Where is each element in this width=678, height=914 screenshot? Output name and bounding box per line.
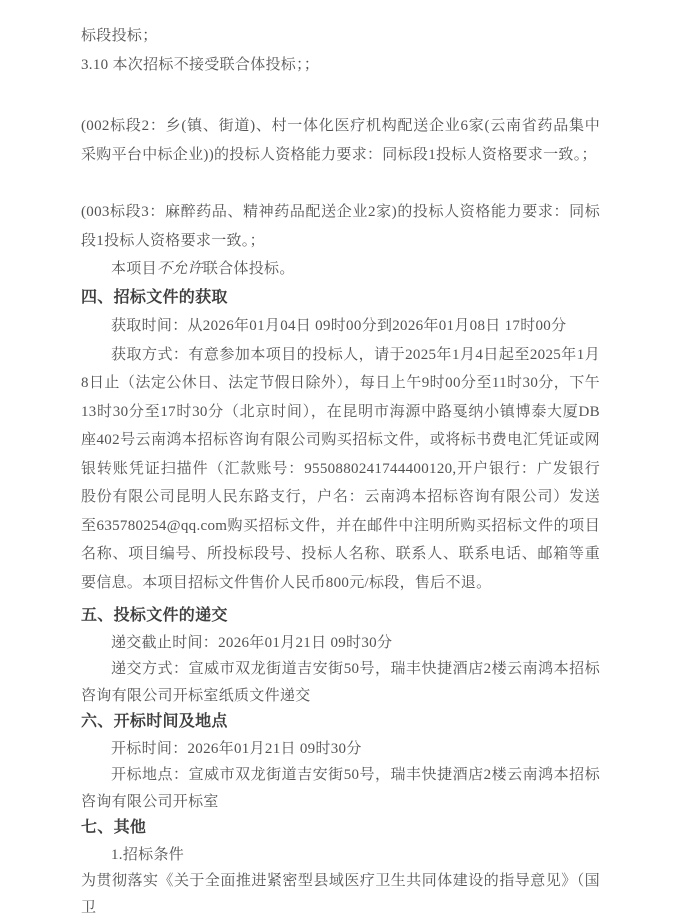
continuation-line: 标段投标；: [81, 28, 158, 44]
consortium-note: [81, 255, 600, 284]
section-heading-5: 五、投标文件的递交: [81, 607, 228, 624]
other-item-1: 1.招标条件: [111, 846, 185, 863]
section-heading-7: 七、其他: [81, 819, 147, 836]
consortium-note-emphasis: 不允许: [156, 261, 203, 277]
bid-opening-time: 开标时间：2026年01月21日 09时30分: [111, 740, 362, 757]
lot3-qualification: (003标段3：麻醉药品、精神药品配送企业2家)的投标人资格能力要求：同标段1投标人资格要求一致。；: [81, 204, 600, 249]
acquisition-time: 获取时间：从2026年01月04日 09时00分到2026年01月08日 17时00分: [111, 318, 567, 334]
acquisition-method: 获取方式：有意参加本项目的投标人，请于2025年1月4日起至2025年1月8日止（法定公休日、法定节假日除外），每日上午9时00分至11时30分，下午13时30分至17时30分（北京时间），在昆明市海源中路戛纳小镇博泰大厦DB座402号云南鸿本招标咨询有限公司购买招标文件，或将标书费电汇凭证或网银转账凭证扫描件（汇款账号：9550880241744400120,开户银行：广发银行股份有限公司昆明人民东路支行，户名：云南鸿本招标咨询有限公司）发送至635780254@qq.com购买招标文件，并在邮件中注明所购买招标文件的项目名称、项目编号、所投标段号、投标人名称、联系人、联系电话、邮箱等重要信息。本项目招标文件售价人民币800元/标段，售后不退。: [81, 346, 600, 591]
submission-method: 递交方式：宣威市双龙街道吉安街50号，瑞丰快捷酒店2楼云南鸿本招标咨询有限公司开标室纸质文件递交: [81, 661, 600, 704]
section-heading-4: 四、招标文件的获取: [81, 288, 228, 306]
consortium-note-pre: 本项目: [111, 261, 157, 277]
policy-basis: 为贯彻落实《关于全面推进紧密型县域医疗卫生共同体建设的指导意见》（国卫: [81, 873, 600, 914]
clause-3-10: 3.10 本次招标不接受联合体投标；；: [81, 56, 320, 73]
submission-deadline: 递交截止时间：2026年01月21日 09时30分: [111, 634, 393, 651]
lot2-qualification: (002标段2：乡(镇、街道)、村一体化医疗机构配送企业6家(云南省药品集中采购平台中标企业))的投标人资格能力要求：同标段1投标人资格要求一致。；: [81, 118, 600, 163]
section-heading-6: 六、开标时间及地点: [81, 713, 228, 730]
consortium-note-post: 联合体投标。: [202, 261, 295, 277]
bid-opening-place: 开标地点：宣威市双龙街道吉安街50号，瑞丰快捷酒店2楼云南鸿本招标咨询有限公司开标室: [81, 767, 600, 810]
